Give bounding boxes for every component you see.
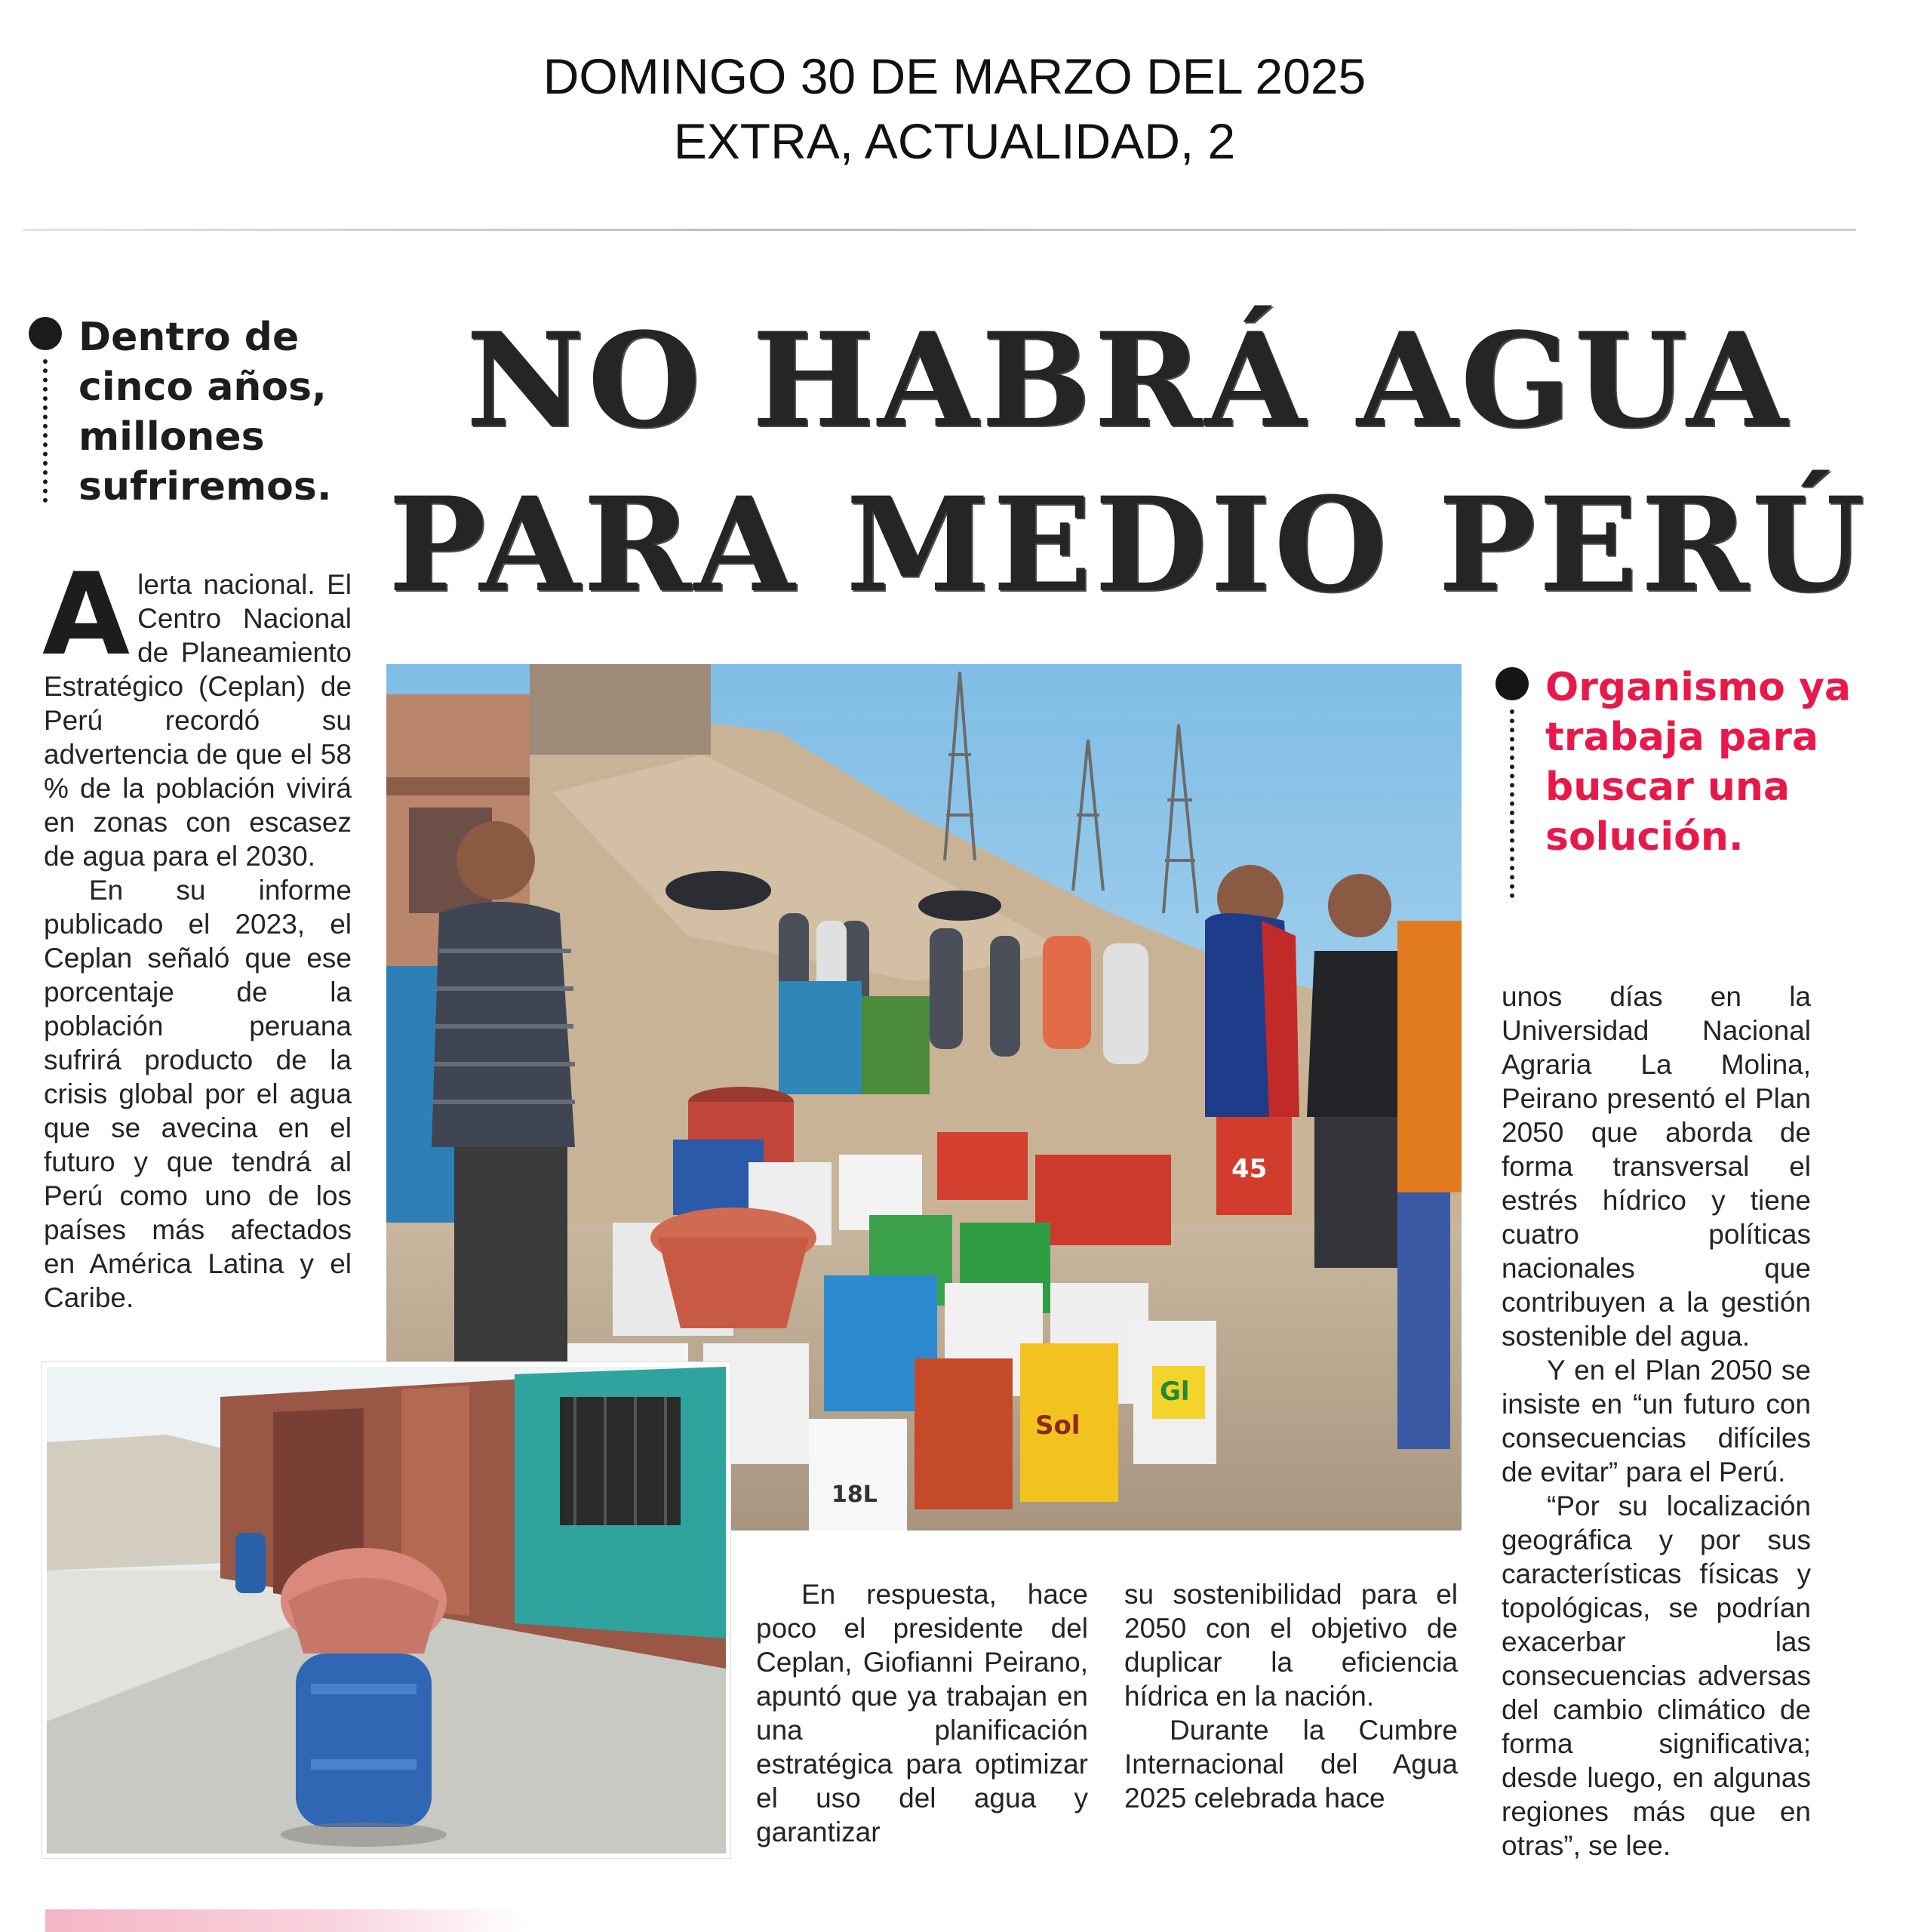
dateline <box>0 44 1909 174</box>
headline-line-1: NO HABRÁ AGUA <box>466 303 1791 457</box>
top-rule <box>23 229 1856 231</box>
edition-section: EXTRA, ACTUALIDAD, 2 <box>673 113 1236 169</box>
column-left <box>42 549 352 1315</box>
paragraph: lerta nacional. El Centro Nacional de Planeamiento Estratégico (Ceplan) de Perú recordó su advertencia de que el 58 % de la población vivirá en zonas con escasez de agua para el 2030. <box>44 569 352 872</box>
kicker-right-text: Organismo ya trabaja para buscar una solución. <box>1545 665 1851 860</box>
kicker-right <box>1496 663 1888 912</box>
paragraph: unos días en la Universidad Nacional Agraria La Molina, Peirano presentó el Plan 2050 que aborda de forma transversal el estrés hídrico y tiene cuatro políticas nacionales que contribuyen a la gestión sostenible del agua. <box>1502 981 1811 1352</box>
paragraph: Y en el Plan 2050 se insiste en “un futuro con consecuencias difíciles de evitar” para el Perú. <box>1502 1355 1811 1487</box>
paragraph: En su informe publicado el 2023, el Ceplan señaló que ese porcentaje de la población peruana sufrirá producto de la crisis global por el agua que se avecina en el futuro y que tendrá al Perú como uno de los países más afectados en América Latina y el Caribe. <box>44 875 352 1313</box>
column-middle-1 <box>756 1577 1088 1849</box>
bucket-label: 18L <box>832 1481 878 1508</box>
secondary-photo <box>42 1362 730 1858</box>
kicker-left <box>29 312 346 509</box>
dotted-line <box>1510 709 1514 898</box>
kicker-left-text: Dentro de cinco años, millones sufriremos. <box>78 315 332 509</box>
paragraph: “Por su localización geográfica y por sus características físicas y topológicas, se podrían exacerbar las consecuencias adversas del cambio climático de forma significativa; desde luego, en algunas regiones más que en otras”, se lee. <box>1502 1491 1811 1861</box>
paragraph: Durante la Cumbre Internacional del Agua 2025 celebrada hace <box>1124 1715 1458 1814</box>
bucket-label: Gl <box>1160 1377 1190 1407</box>
column-right <box>1502 980 1811 1863</box>
bucket-label: Sol <box>1035 1411 1081 1441</box>
dotted-line <box>43 359 48 503</box>
bullet-icon <box>29 317 62 350</box>
bullet-icon <box>1496 667 1529 700</box>
paragraph: En respuesta, hace poco el presidente del Ceplan, Giofianni Peirano, apuntó que ya trabajan en una planificación estratégica para optimizar el uso del agua y garantizar <box>756 1579 1088 1847</box>
drop-cap: A <box>42 549 131 681</box>
headline <box>381 298 1875 627</box>
column-middle-2 <box>1124 1577 1458 1815</box>
paragraph: su sostenibilidad para el 2050 con el objetivo de duplicar la eficiencia hídrica en la nación. <box>1124 1579 1458 1712</box>
next-article-strip <box>45 1909 528 1932</box>
shirt-number: 45 <box>1231 1154 1268 1184</box>
edition-date: DOMINGO 30 DE MARZO DEL 2025 <box>543 48 1366 104</box>
headline-line-2: PARA MEDIO PERÚ <box>388 468 1868 621</box>
